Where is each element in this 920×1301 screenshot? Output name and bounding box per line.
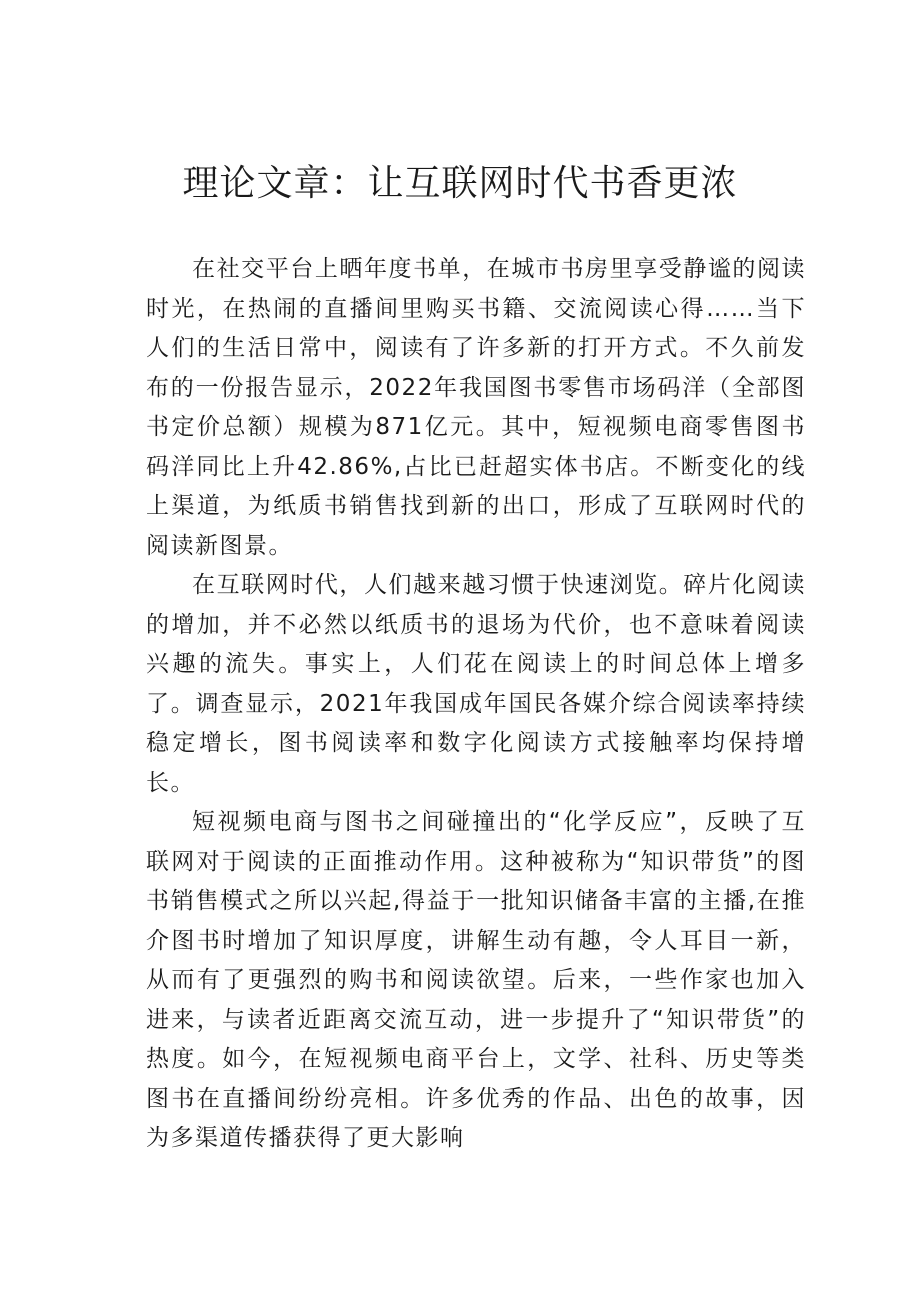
paragraph-2: 在互联网时代，人们越来越习惯于快速浏览。碎片化阅读的增加，并不必然以纸质书的退场为代价，也不意味着阅读兴趣的流失。事实上，人们花在阅读上的时间总体上增多了。调查显示，2021年我国成年国民各媒介综合阅读率持续稳定增长，图书阅读率和数字化阅读方式接触率均保持增长。 (146, 572, 806, 796)
article-body (146, 250, 806, 1159)
paragraph-1: 在社交平台上晒年度书单，在城市书房里享受静谧的阅读时光，在热闹的直播间里购买书籍、交流阅读心得……当下人们的生活日常中，阅读有了许多新的打开方式。不久前发布的一份报告显示，2022年我国图书零售市场码洋（全部图书定价总额）规模为871亿元。其中，短视频电商零售图书码洋同比上升42.86%,占比已赶超实体书店。不断变化的线上渠道，为纸质书销售找到新的出口，形成了互联网时代的阅读新图景。 (146, 256, 806, 559)
paragraph-3: 短视频电商与图书之间碰撞出的“化学反应”，反映了互联网对于阅读的正面推动作用。这种被称为“知识带货”的图书销售模式之所以兴起,得益于一批知识储备丰富的主播,在推介图书时增加了知识厚度，讲解生动有趣，令人耳目一新，从而有了更强烈的购书和阅读欲望。后来，一些作家也加入进来，与读者近距离交流互动，进一步提升了“知识带货”的热度。如今，在短视频电商平台上，文学、社科、历史等类图书在直播间纷纷亮相。许多优秀的作品、出色的故事，因为多渠道传播获得了更大影响 (146, 809, 806, 1151)
article-title: 理论文章：让互联网时代书香更浓 (182, 163, 738, 204)
